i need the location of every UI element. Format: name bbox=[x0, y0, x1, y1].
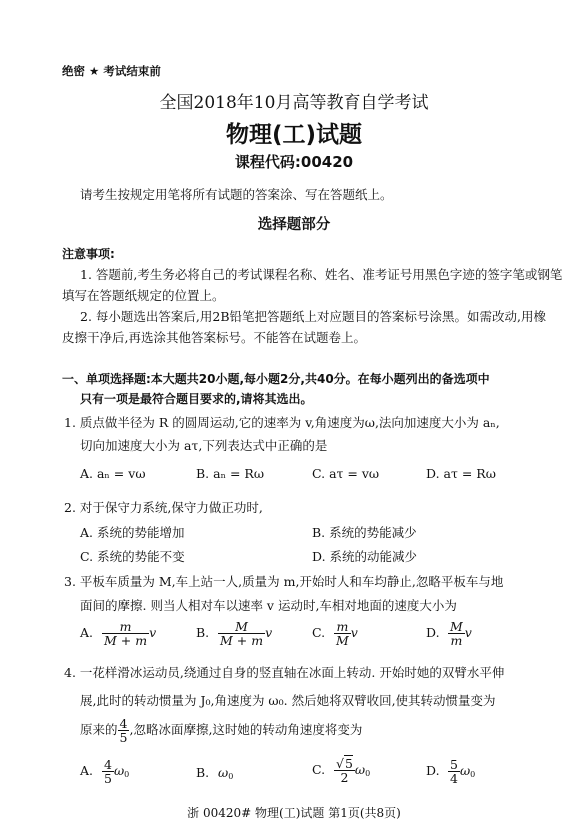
part1-line-2: 只有一项是最符合题目要求的,请将其选出。 bbox=[80, 392, 313, 406]
q2-option-c: C. 系统的势能不变 bbox=[80, 549, 185, 564]
notes-title: 注意事项: bbox=[62, 247, 115, 261]
q3-option-d-fraction: $\frac{M}{m}$ bbox=[449, 619, 463, 649]
instruction-main: 请考生按规定用笔将所有试题的答案涂、写在答题纸上。 bbox=[80, 187, 393, 202]
note-1-line-2: 填写在答题纸规定的位置上。 bbox=[62, 288, 225, 303]
q3-option-a-fraction: $\frac{m}{M + m}$ bbox=[103, 619, 148, 649]
q4-line-2: 展,此时的转动惯量为 J₀,角速度为 ω₀. 然后她将双臂收回,使其转动惯量变为 bbox=[80, 693, 496, 708]
q3-option-d-label: D. bbox=[426, 625, 440, 641]
secret-label: 绝密 ★ 考试结束前 bbox=[62, 64, 161, 78]
q4-option-d-label: D. bbox=[426, 763, 440, 779]
q4-option-d: D. $\frac{5}{4}$ $\omega_0$ bbox=[426, 757, 476, 787]
q1-option-a: A. aₙ = vω bbox=[80, 466, 146, 481]
q4-fraction-four-fifths: $\frac{4}{5}$ bbox=[119, 716, 128, 746]
part1-line-1: 一、单项选择题:本大题共20小题,每小题2分,共40分。在每小题列出的备选项中 bbox=[62, 372, 490, 386]
note-2-line-2: 皮擦干净后,再选涂其他答案标号。不能答在试题卷上。 bbox=[62, 330, 366, 345]
q4-option-a-fraction: $\frac{4}{5}$ bbox=[103, 757, 112, 787]
q1-option-c: C. aτ = vω bbox=[312, 466, 380, 481]
q1-line-1: 1. 质点做半径为 R 的圆周运动,它的速率为 v,角速度为ω,法向加速度大小为 aₙ, bbox=[64, 415, 500, 430]
q3-option-b-label: B. bbox=[196, 625, 210, 641]
note-1-line-1: 1. 答题前,考生务必将自己的考试课程名称、姓名、准考证号用黑色字迹的签字笔或钢笔 bbox=[80, 267, 563, 282]
q3-option-c: C. $\frac{m}{M}$ v bbox=[312, 619, 358, 649]
q2-stem: 2. 对于保守力系统,保守力做正功时, bbox=[64, 500, 263, 515]
q4-line-3-pre: 原来的 bbox=[80, 722, 118, 738]
q4-option-b-label: B. bbox=[196, 765, 210, 780]
exam-title: 全国2018年10月高等教育自学考试 bbox=[159, 93, 429, 113]
q2-option-d: D. 系统的动能减少 bbox=[312, 549, 418, 564]
q4-option-c-fraction: $\frac{√5}{2}$ bbox=[335, 756, 353, 786]
course-code: 课程代码:00420 bbox=[234, 153, 354, 171]
page-footer: 浙 00420# 物理(工)试题 第1页(共8页) bbox=[187, 806, 401, 820]
note-2-line-1: 2. 每小题选出答案后,用2B铅笔把答题纸上对应题目的答案标号涂黑。如需改动,用橡 bbox=[80, 309, 546, 324]
q4-option-b: B. $\omega_0$ bbox=[196, 765, 234, 781]
q4-option-d-fraction: $\frac{5}{4}$ bbox=[449, 757, 458, 787]
q2-option-b: B. 系统的势能减少 bbox=[312, 525, 417, 540]
q4-line-3-post: ,忽略冰面摩擦,这时她的转动角速度将变为 bbox=[129, 722, 363, 738]
q3-option-c-label: C. bbox=[312, 625, 326, 641]
q1-option-d: D. aτ = Rω bbox=[426, 466, 496, 481]
q4-line-1: 4. 一花样滑冰运动员,绕通过自身的竖直轴在冰面上转动. 开始时她的双臂水平伸 bbox=[64, 665, 505, 680]
q3-option-a: A. $\frac{m}{M + m}$ v bbox=[80, 619, 157, 649]
q3-option-b: B. $\frac{M}{M + m}$ v bbox=[196, 619, 273, 649]
q3-option-b-fraction: $\frac{M}{M + m}$ bbox=[219, 619, 264, 649]
q4-option-c: C. $\frac{√5}{2}$ $\omega_0$ bbox=[312, 756, 371, 786]
q2-option-a: A. 系统的势能增加 bbox=[80, 525, 185, 540]
section-title: 选择题部分 bbox=[257, 217, 331, 233]
q4-option-a: A. $\frac{4}{5}$ $\omega_0$ bbox=[80, 757, 130, 787]
q3-option-d: D. $\frac{M}{m}$ v bbox=[426, 619, 472, 649]
q1-option-b: B. aₙ = Rω bbox=[196, 466, 265, 481]
q4-option-c-label: C. bbox=[312, 762, 326, 778]
subject-title: 物理(工)试题 bbox=[225, 122, 363, 148]
q3-line-2: 面间的摩擦. 则当人相对车以速率 v 运动时,车相对地面的速度大小为 bbox=[80, 598, 457, 613]
q3-option-a-label: A. bbox=[80, 625, 94, 641]
q3-line-1: 3. 平板车质量为 M,车上站一人,质量为 m,开始时人和车均静止,忽略平板车与地 bbox=[64, 574, 504, 589]
q4-line-3 bbox=[80, 717, 362, 744]
q4-option-a-label: A. bbox=[80, 763, 94, 779]
q1-line-2: 切向加速度大小为 aτ,下列表达式中正确的是 bbox=[80, 438, 328, 453]
q3-option-c-fraction: $\frac{m}{M}$ bbox=[335, 619, 349, 649]
